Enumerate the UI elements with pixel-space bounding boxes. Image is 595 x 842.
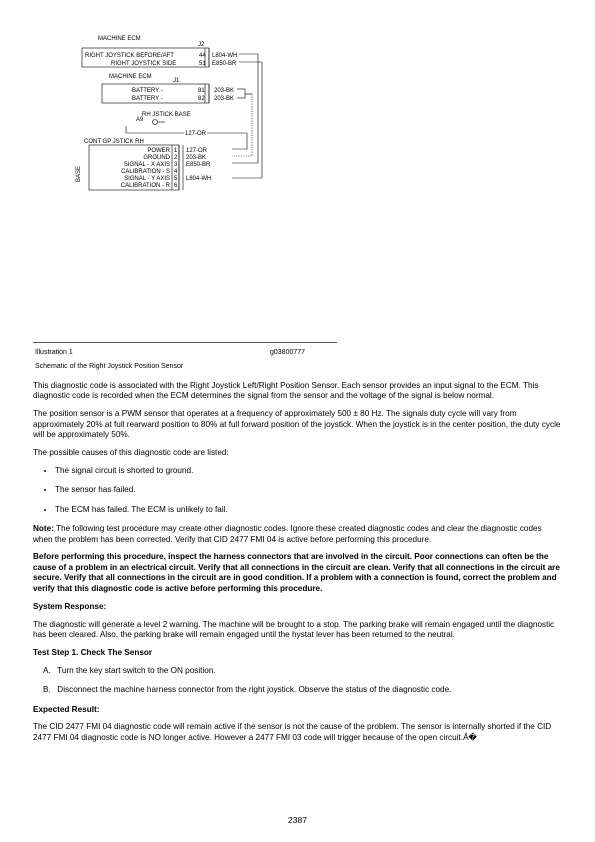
battery-label-1: BATTERY - — [132, 88, 163, 94]
list-item: • The ECM has failed. The ECM is unlikely to fail. — [55, 505, 561, 515]
illustration-code: g03800777 — [270, 349, 306, 356]
connector-signal-label: SIGNAL - X AXIS — [123, 162, 170, 168]
connector-wire-label: L804-WH — [186, 176, 212, 182]
steps-list — [33, 666, 561, 696]
connector-wire-label: E850-BR — [186, 162, 211, 168]
list-item: • The sensor has failed. — [55, 485, 561, 495]
note-paragraph — [33, 524, 561, 545]
wire-203-label-1: 203-BK — [214, 88, 235, 94]
test-step-heading: Test Step 1. Check The Sensor — [33, 647, 153, 657]
list-item: • The signal circuit is shorted to ground. — [55, 466, 561, 476]
pin-51: 51 — [199, 61, 206, 67]
system-response-heading: System Response: — [33, 601, 107, 611]
wire-127-label: 127-OR — [185, 131, 207, 137]
connector-pin: 6 — [174, 183, 178, 189]
illustration-caption: Schematic of the Right Joystick Position Sensor — [35, 363, 184, 370]
wire-e850-label: E850-BR — [212, 61, 237, 67]
expected-result-heading: Expected Result: — [33, 704, 100, 714]
causes-intro: The possible causes of this diagnostic code are listed: — [33, 448, 229, 458]
document-body — [33, 381, 561, 751]
causes-list — [33, 466, 561, 515]
list-item — [43, 666, 561, 676]
connector-signal-label: CALIBRATION - S — [121, 169, 170, 175]
connector-pin: 1 — [174, 148, 178, 154]
connector-signal-label: SIGNAL - Y AXIS — [124, 176, 170, 182]
connector-signal-label: GROUND — [143, 155, 170, 161]
illustration-divider — [33, 342, 337, 343]
rh-jstick-base-label: RH JSTICK BASE — [142, 112, 191, 118]
illustration-label: Illustration 1 — [35, 349, 73, 356]
connector-pin: 2 — [174, 155, 178, 161]
pin-82: 82 — [198, 96, 205, 102]
connector-pin: 4 — [174, 169, 178, 175]
step-text: Turn the key start switch to the ON position. — [57, 665, 216, 675]
pwm-paragraph: The position sensor is a PWM sensor that operates at a frequency of approximately 500 ± 80 Hz. The signals duty cycle will vary from approximately 20% at full rearward position to 80% at full forward position of the joystick. When the joystick is in the center position, the duty cycle will be approximately 50%. — [33, 409, 561, 440]
page-number: 2387 — [288, 815, 307, 825]
step-text: Disconnect the machine harness connector from the right joystick. Observe the status of the diagnostic code. — [57, 685, 452, 695]
pin-44: 44 — [199, 53, 206, 59]
j2-label: J2 — [198, 42, 205, 48]
note-text: The following test procedure may create other diagnostic codes. Ignore these created diagnostic codes and clear the diagnostic codes when the problem has been corrected. Verify that CID 2477 FMI 04 is active before performing this procedure. — [33, 524, 542, 544]
right-joystick-before-aft-label: RIGHT JOYSTICK BEFORE/AFT — [85, 53, 174, 59]
right-joystick-side-label: RIGHT JOYSTICK SIDE — [111, 61, 177, 67]
connector-pin: 3 — [174, 162, 178, 168]
connector-pin: 5 — [174, 176, 178, 182]
connector-wire-label: 127-OR — [186, 148, 208, 154]
wire-l804-label: L804-WH — [212, 53, 238, 59]
wire-203-label-2: 203-BK — [214, 96, 235, 102]
step-marker: B. — [43, 685, 51, 695]
expected-result-text: The CID 2477 FMI 04 diagnostic code will remain active if the sensor is not the cause of the problem. The sensor is internally shorted if the CID 2477 FMI 04 diagnostic code is NO longer active. However a 2477 FMI 03 code will trigger because of the open circuit.Â� — [33, 722, 552, 742]
note-label: Note: — [33, 524, 54, 534]
connector-signal-label: CALIBRATION - R — [120, 183, 170, 189]
cont-gp-label: CONT GP JSTICK RH — [84, 139, 144, 145]
intro-paragraph: This diagnostic code is associated with the Right Joystick Left/Right Position Sensor. Each sensor provides an input signal to the ECM. This diagnostic code is recorded when the ECM determines the signal from the sensor and the voltage of the signal is below normal. — [33, 381, 539, 401]
connector-wire-label: 203-BK — [186, 155, 207, 161]
battery-label-2: BATTERY - — [132, 96, 163, 102]
system-response-text: The diagnostic will generate a level 2 warning. The machine will be brought to a stop. The parking brake will remain engaged until the diagnostic has been cleared. Also, the parking brake will remain engaged until the hystat lever has been returned to the neutral. — [33, 619, 555, 639]
connector-signal-label: POWER — [147, 148, 170, 154]
a9-label: A9 — [136, 117, 144, 123]
j1-label: J1 — [173, 78, 180, 84]
joystick-schematic — [62, 30, 282, 210]
machine-ecm-label-2: MACHINE ECM — [109, 74, 152, 80]
machine-ecm-label-1: MACHINE ECM — [98, 36, 141, 42]
warning-paragraph: Before performing this procedure, inspect the harness connectors that are involved in the circuit. Poor connections can often be the cause of a problem in an electrical circuit. Verify that all connections in the circuit are clean. Verify that all connections in the circuit are secure. Verify that all connections in the circuit are in good condition. If a problem with a connection is found, correct the problem and verify that this diagnostic code is active before performing this procedure. — [33, 552, 560, 593]
list-item — [43, 685, 561, 695]
pin-81: 81 — [198, 88, 205, 94]
step-marker: A. — [43, 665, 51, 675]
base-label: BASE — [76, 165, 82, 182]
